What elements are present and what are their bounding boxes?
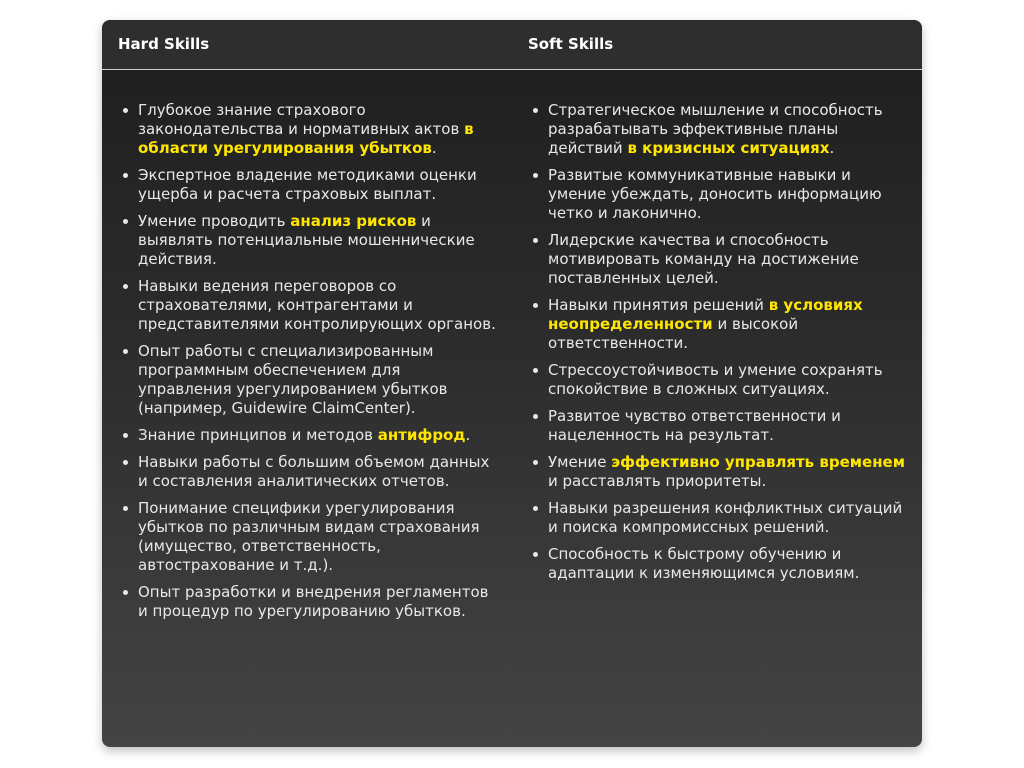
soft-skills-heading: Soft Skills bbox=[528, 35, 614, 53]
list-item bbox=[138, 453, 498, 491]
item-text: Умение bbox=[548, 453, 612, 471]
item-text: . bbox=[829, 139, 835, 157]
list-item bbox=[548, 361, 908, 399]
list-item bbox=[138, 277, 498, 334]
item-text: Стрессоустойчивость и умение сохранять спокойствие в сложных ситуациях. bbox=[548, 361, 883, 398]
list-item bbox=[138, 212, 498, 269]
item-text: Глубокое знание страхового законодательства и нормативных актов bbox=[138, 101, 465, 138]
list-item bbox=[548, 407, 908, 445]
highlighted-text: эффективно управлять временем bbox=[611, 453, 905, 471]
list-item bbox=[548, 231, 908, 288]
item-text: . bbox=[431, 139, 437, 157]
item-text: Навыки ведения переговоров со страхователями, контрагентами и представителями контролирующих органов. bbox=[138, 277, 496, 333]
list-item bbox=[548, 296, 908, 353]
highlighted-text: в условиях неопределенности bbox=[548, 296, 863, 333]
list-item bbox=[138, 426, 498, 445]
list-item bbox=[548, 101, 908, 158]
hard-skills-heading: Hard Skills bbox=[118, 35, 210, 53]
item-text: Экспертное владение методиками оценки ущерба и расчета страховых выплат. bbox=[138, 166, 477, 203]
item-text: Навыки работы с большим объемом данных и составления аналитических отчетов. bbox=[138, 453, 490, 490]
item-text: Опыт разработки и внедрения регламентов и процедур по урегулированию убытков. bbox=[138, 583, 489, 620]
item-text: Стратегическое мышление и способность разрабатывать эффективные планы действий bbox=[548, 101, 883, 157]
list-item bbox=[138, 342, 498, 418]
item-text: Знание принципов и методов bbox=[138, 426, 378, 444]
list-item bbox=[548, 453, 908, 491]
item-text: Навыки принятия решений bbox=[548, 296, 769, 314]
highlighted-text: антифрод bbox=[377, 426, 466, 444]
hard-skills-column bbox=[102, 101, 512, 629]
item-text: Способность к быстрому обучению и адаптации к изменяющимся условиям. bbox=[548, 545, 860, 582]
list-item bbox=[138, 583, 498, 621]
table-header bbox=[102, 20, 922, 70]
item-text: и выявлять потенциальные мошеннические действия. bbox=[138, 212, 475, 268]
item-text: и расставлять приоритеты. bbox=[548, 472, 767, 490]
item-text: Понимание специфики урегулирования убытков по различным видам страхования (имущество, ответственность, автострахование и т.д.). bbox=[138, 499, 480, 574]
highlighted-text: в кризисных ситуациях bbox=[627, 139, 830, 157]
list-item bbox=[548, 499, 908, 537]
skills-table bbox=[102, 20, 922, 747]
item-text: и высокой ответственности. bbox=[548, 315, 799, 352]
item-text: Развитые коммуникативные навыки и умение убеждать, доносить информацию четко и лаконично. bbox=[548, 166, 882, 222]
highlighted-text: в области урегулирования убытков bbox=[138, 120, 474, 157]
hard-skills-list bbox=[118, 101, 498, 621]
list-item bbox=[138, 101, 498, 158]
item-text: Развитое чувство ответственности и нацеленность на результат. bbox=[548, 407, 841, 444]
highlighted-text: анализ рисков bbox=[290, 212, 417, 230]
soft-skills-column bbox=[512, 101, 922, 629]
item-text: Навыки разрешения конфликтных ситуаций и поиска компромиссных решений. bbox=[548, 499, 903, 536]
list-item bbox=[548, 545, 908, 583]
table-body bbox=[102, 70, 922, 629]
item-text: Умение проводить bbox=[138, 212, 291, 230]
list-item bbox=[138, 499, 498, 575]
item-text: Лидерские качества и способность мотивировать команду на достижение поставленных целей. bbox=[548, 231, 859, 287]
soft-skills-list bbox=[528, 101, 908, 583]
item-text: . bbox=[465, 426, 471, 444]
list-item bbox=[138, 166, 498, 204]
item-text: Опыт работы с специализированным программным обеспечением для управления урегулированием убытков (например, Guidewire ClaimCenter). bbox=[138, 342, 448, 417]
list-item bbox=[548, 166, 908, 223]
